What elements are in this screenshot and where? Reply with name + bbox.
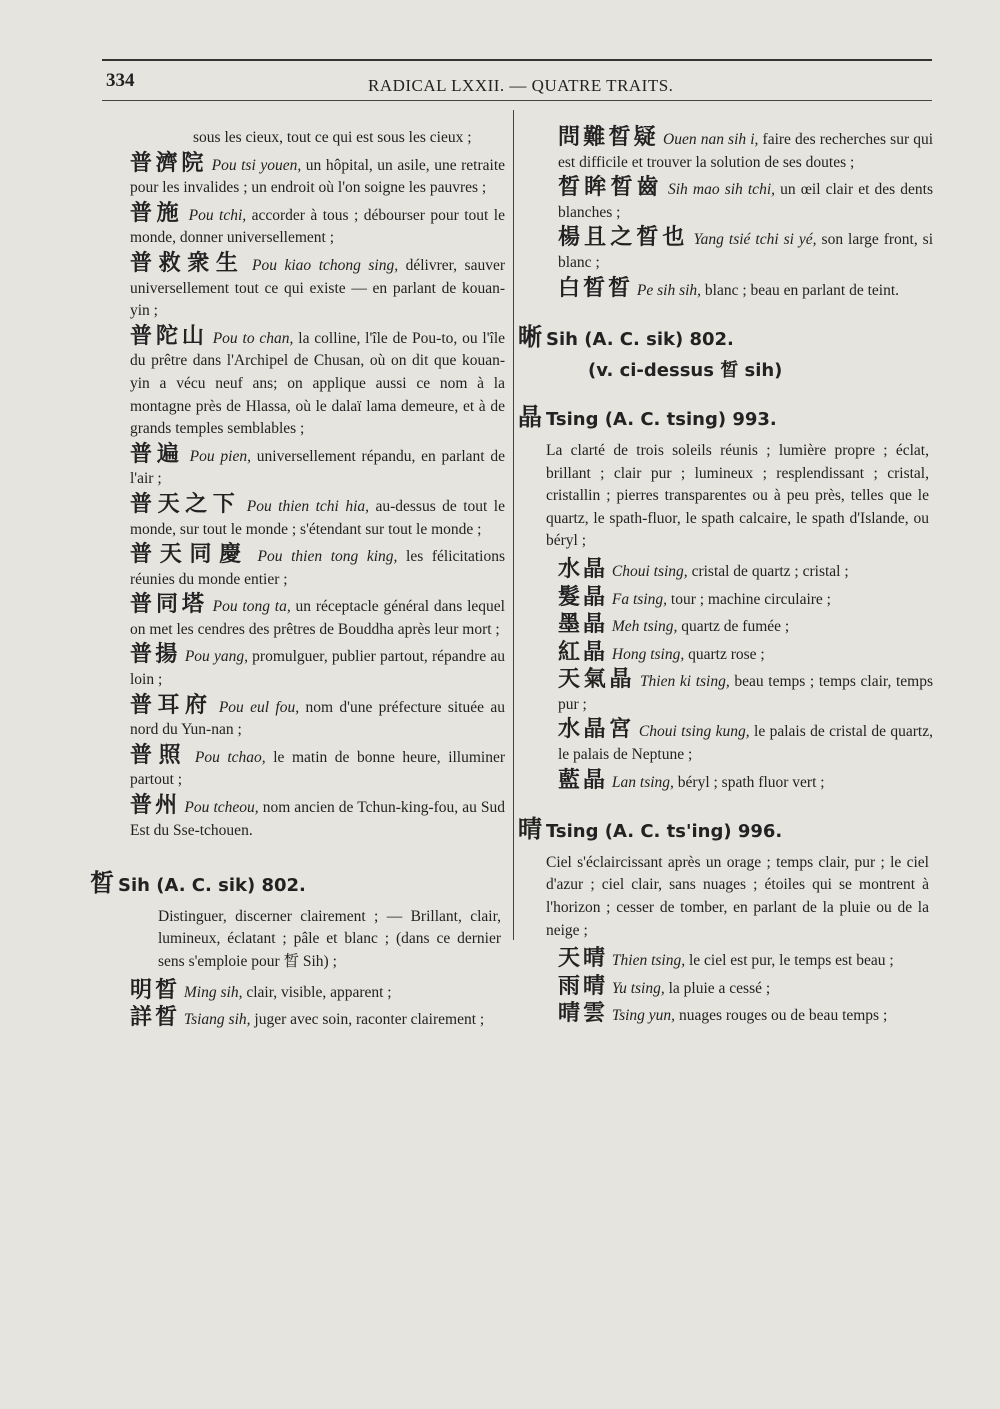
page-number: 334	[106, 70, 135, 91]
section-definition: La clarté de trois soleils réunis ; lumière propre ; éclat, brillant ; clair pur ; lumineux ; resplendissant ; cristal, cristallin ; pierres transparentes ou à peu près, telles que le quartz, le spath-fluor, le spath calcaire, le spath d'Islande, ou béryl ;	[546, 441, 929, 550]
entry-characters: 水晶	[558, 556, 609, 582]
dictionary-entry	[518, 614, 933, 639]
column-divider	[513, 110, 514, 940]
dictionary-entry	[130, 150, 506, 200]
dictionary-entry	[518, 948, 933, 973]
entry-definition: clair, visible, apparent ;	[246, 983, 392, 1001]
heading-character: 晴	[518, 815, 542, 844]
heading-character: 晰	[518, 323, 542, 352]
dictionary-entry	[130, 1007, 505, 1032]
section-heading	[518, 403, 933, 432]
heading-text: Tsing (A. C. ts'ing) 996.	[546, 821, 783, 843]
heading-character: 晶	[518, 403, 542, 432]
section-note: (v. ci-dessus 晳 sih)	[588, 359, 783, 381]
heading-text: Tsing (A. C. tsing) 993.	[546, 409, 777, 431]
dictionary-entry	[518, 719, 933, 766]
entry-romanization: Pou tchi,	[188, 206, 247, 224]
entry-romanization: Meh tsing,	[611, 618, 678, 636]
dictionary-entry	[130, 544, 505, 591]
entry-romanization: Fa tsing,	[611, 590, 668, 608]
entry-romanization: Pou pien,	[189, 447, 251, 465]
entry-characters: 明晳	[130, 977, 181, 1003]
entry-romanization: Pou eul fou,	[218, 698, 300, 716]
entry-definition: nuages rouges ou de beau temps ;	[678, 1007, 888, 1025]
entry-characters: 水晶宮	[558, 717, 635, 743]
entry-characters: 晴雲	[558, 1001, 609, 1027]
dictionary-entry	[130, 692, 505, 742]
entry-romanization: Pou tsi youen,	[211, 156, 302, 174]
entry-romanization: Ming sih,	[183, 983, 243, 1001]
dictionary-entry	[518, 639, 933, 667]
entry-characters: 藍晶	[558, 767, 609, 793]
dictionary-entry	[518, 1003, 933, 1028]
entry-romanization: Pou thien tong king,	[257, 548, 398, 566]
entry-characters: 雨晴	[558, 973, 609, 999]
section-heading	[518, 815, 933, 844]
entry-definition: tour ; machine circulaire ;	[670, 590, 831, 608]
entry-characters: 問難晳疑	[558, 125, 659, 150]
entry-romanization: Pe sih sih,	[636, 281, 702, 299]
dictionary-entry	[130, 742, 506, 792]
entry-romanization: Hong tsing,	[611, 645, 685, 663]
entry-definition: juger avec soin, raconter clairement ;	[254, 1011, 485, 1029]
entry-romanization: Thien tsing,	[611, 952, 686, 970]
dictionary-entry	[130, 977, 505, 1005]
entry-romanization: Lan tsing,	[611, 773, 674, 791]
dictionary-entry	[518, 227, 933, 274]
entry-romanization: Choui tsing kung,	[638, 723, 750, 741]
entry-definition: cristal de quartz ; cristal ;	[691, 562, 849, 580]
entry-characters: 普州	[130, 793, 181, 819]
entry-definition: un hôpital, un asile, une retraite pour les invalides ; un endroit où l'on soigne les pauvres ;	[130, 156, 506, 197]
entry-characters: 普濟院	[130, 150, 208, 176]
section-definition: Distinguer, discerner clairement ; — Brillant, clair, lumineux, éclatant ; pâle et blanc ; (dans ce dernier sens s'emploie pour 晳 Sih) ;	[158, 907, 501, 970]
entry-romanization: Tsing yun,	[611, 1007, 676, 1025]
entry-romanization: Pou thien tchi hia,	[246, 497, 369, 515]
entry-definition: la colline, l'île de Pou-to, ou l'île du prêtre dans l'Archipel de Chusan, où on dit que kouan-yin a vécu neuf ans; on applique aussi ce nom à la montagne près de Hlassa, où le dalaï lama demeure, et à de grands temples semblables ;	[130, 329, 506, 438]
dictionary-entry	[518, 275, 933, 303]
entry-definition: beau temps ; temps clair, temps pur ;	[558, 673, 933, 713]
entry-characters: 晳眸晳齒	[558, 175, 663, 201]
entry-definition: le ciel est pur, le temps est beau ;	[688, 952, 894, 970]
entry-romanization: Ouen nan sih i,	[663, 131, 759, 148]
dictionary-entry	[518, 973, 933, 1001]
entry-characters: 白晳晳	[558, 275, 634, 301]
entry-romanization: Yang tsié tchi si yé,	[693, 231, 817, 249]
entry-characters: 普同塔	[130, 592, 208, 618]
entry-romanization: Tsiang sih,	[183, 1011, 251, 1029]
heading-text: Sih (A. C. sik) 802.	[118, 875, 306, 897]
left-column	[90, 127, 506, 1035]
dictionary-entry	[518, 556, 933, 584]
dictionary-entry	[518, 177, 933, 224]
entry-definition: son large front, si blanc ;	[558, 231, 934, 271]
entry-characters: 詳晳	[130, 1005, 181, 1031]
running-title: RADICAL LXXII. — QUATRE TRAITS.	[368, 76, 674, 95]
entry-definition: béryl ; spath fluor vert ;	[677, 773, 825, 791]
entry-definition: universellement répandu, en parlant de l'air ;	[130, 447, 506, 488]
entry-definition: le matin de bonne heure, illuminer partout ;	[130, 748, 506, 789]
entry-romanization: Sih mao sih tchi,	[668, 181, 775, 199]
entry-definition: un réceptacle général dans lequel on met les cendres des prêtres de Bouddha après leur mort ;	[130, 598, 505, 638]
dictionary-entry	[518, 584, 933, 612]
entry-romanization: Thien ki tsing,	[639, 673, 730, 691]
dictionary-entry	[130, 200, 505, 250]
dictionary-entry	[518, 767, 933, 795]
entry-characters: 髮晶	[558, 584, 609, 610]
entry-definition: nom d'une préfecture située au nord du Yun-nan ;	[130, 698, 505, 739]
entry-characters: 紅晶	[558, 639, 609, 665]
entry-romanization: Pou tcheou,	[184, 799, 259, 817]
dictionary-entry	[518, 669, 933, 716]
entry-romanization: Pou tong ta,	[212, 598, 291, 616]
dictionary-entry	[130, 644, 505, 691]
entry-characters: 天氣晶	[558, 667, 636, 693]
entry-definition: accorder à tous ; débourser pour tout le monde, donner universellement ;	[130, 206, 505, 247]
entry-romanization: Choui tsing,	[611, 562, 688, 580]
dictionary-entry	[130, 441, 506, 491]
entry-characters: 普照	[130, 742, 188, 768]
dictionary-entry	[130, 250, 506, 323]
entry-characters: 普陀山	[130, 323, 208, 349]
entry-romanization: Pou tchao,	[194, 748, 266, 766]
entry-characters: 墨晶	[558, 612, 609, 638]
entry-characters: 天晴	[558, 946, 609, 972]
entry-characters: 楊且之晳也	[558, 225, 689, 251]
entry-characters: 普施	[130, 200, 184, 226]
entry-definition: promulguer, publier partout, répandre au loin ;	[130, 648, 505, 689]
entry-definition: quartz de fumée ;	[681, 618, 790, 636]
entry-characters: 普天同慶	[130, 542, 249, 568]
section-heading	[90, 869, 505, 898]
section-heading	[518, 323, 933, 352]
dictionary-entry	[130, 594, 505, 641]
entry-romanization: Pou yang,	[184, 648, 248, 666]
entry-characters: 普遍	[130, 441, 184, 467]
entry-romanization: Yu tsing,	[611, 979, 665, 997]
entry-characters: 普天之下	[130, 491, 241, 517]
entry-definition: quartz rose ;	[688, 645, 765, 663]
entry-characters: 普救衆生	[130, 250, 245, 276]
entry-characters: 普耳府	[130, 692, 213, 718]
entry-romanization: Pou kiao tchong sing,	[252, 256, 399, 274]
right-column	[518, 127, 933, 1031]
dictionary-entry	[130, 323, 506, 441]
dictionary-entry	[130, 491, 505, 541]
entry-definition: blanc ; beau en parlant de teint.	[704, 281, 900, 299]
heading-character: 晳	[90, 869, 114, 898]
lead-text: sous les cieux, tout ce qui est sous les cieux ;	[193, 129, 472, 146]
dictionary-entry	[518, 127, 933, 174]
entry-definition: délivrer, sauver universellement tout ce qui existe — en parlant de kouan-yin ;	[130, 256, 506, 320]
top-rule	[102, 59, 932, 61]
entry-definition: un œil clair et des dents blanches ;	[558, 181, 934, 221]
section-definition: Ciel s'éclaircissant après un orage ; temps clair, pur ; le ciel d'azur ; ciel clair, sans nuages ; étoiles qui se montrent à l'horizon ; cesser de tomber, en parlant de la pluie ou de la neige ;	[546, 853, 929, 939]
entry-definition: les félicitations réunies du monde entier ;	[130, 548, 506, 588]
entry-romanization: Pou to chan,	[212, 329, 294, 347]
entry-definition: faire des recherches sur qui est difficile et trouver la solution de ses doutes ;	[558, 131, 934, 171]
heading-text: Sih (A. C. sik) 802.	[546, 329, 734, 351]
header-rule	[102, 100, 932, 101]
entry-definition: au-dessus de tout le monde, sur tout le monde ; s'étendant sur tout le monde ;	[130, 497, 505, 538]
entry-definition: nom ancien de Tchun-king-fou, au Sud Est du Sse-tchouen.	[130, 799, 505, 839]
entry-definition: le palais de cristal de quartz, le palais de Neptune ;	[558, 723, 933, 764]
dictionary-entry	[130, 795, 505, 842]
entry-definition: la pluie a cessé ;	[668, 979, 771, 997]
entry-characters: 普揚	[130, 642, 181, 668]
